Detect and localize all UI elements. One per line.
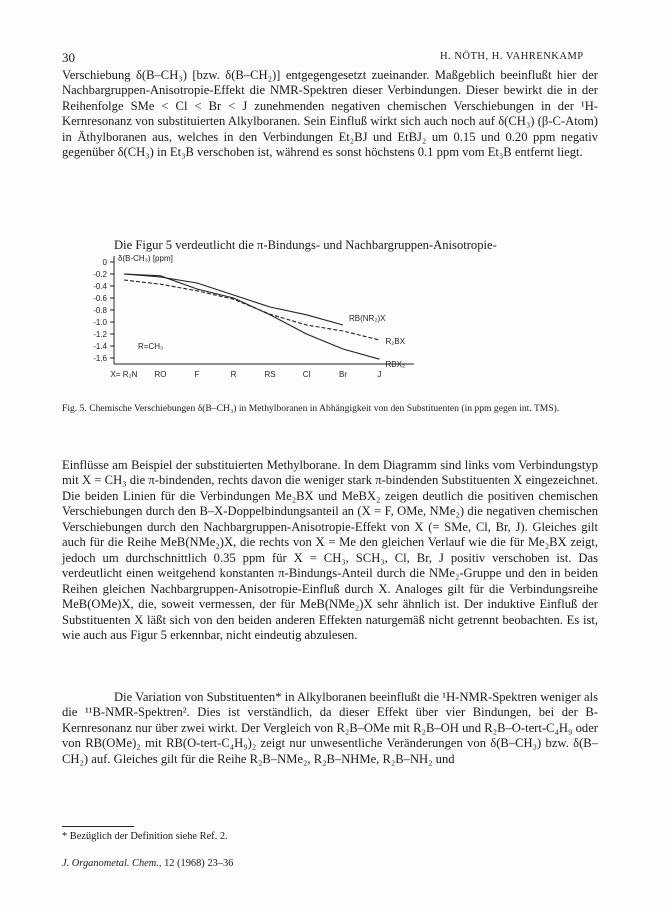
x-tick-label: Br (339, 370, 347, 379)
chart-annotation: R=CH₃ (138, 342, 164, 351)
x-tick-label: Cl (302, 370, 311, 379)
x-tick-label: RS (264, 370, 276, 379)
figure-caption: Fig. 5. Chemische Verschiebungen δ(B–CH₃) in Methylboranen in Abhängigkeit von den Substituenten (in ppm gegen int. TMS). (62, 403, 560, 414)
y-tick-label: -1.0 (93, 318, 107, 327)
series-label-2: R₂BX (385, 337, 406, 346)
paragraph-1: Verschiebung δ(B–CH₃) [bzw. δ(B–CH₂)] entgegengesetzt zueinander. Maßgeblich beeinflußt hier der Nachbargruppen-Anisotropie-Effekt die NMR-Spektren dieser Verbindungen. Dieser bewirkt die in der Reihenfolge SMe < Cl < Br < J zunehmenden negativen chemischen Verschiebungen in der ¹H-Kernresonanz von substituierten Alkylboranen. Sein Einfluß wirkt sich auch noch auf δ(CH₃) (β-C-Atom) in Äthylboranen aus, welches in den Verbindungen Et₂BJ und EtBJ₂ um 0.15 und 0.20 ppm negativ gegenüber δ(CH₃) in Et₃B verschoben ist, während es sonst höchstens 0.1 ppm vom Et₃B entfernt liegt. (62, 68, 598, 160)
y-tick-label: -1.2 (93, 330, 107, 339)
running-header-authors: H. NÖTH, H. VAHRENKAMP (440, 51, 584, 62)
x-tick-label: X= R₂N (110, 370, 138, 379)
y-tick-label: -1.6 (93, 354, 107, 363)
y-tick-label: -0.6 (93, 294, 107, 303)
x-tick-label: RO (154, 370, 167, 379)
figure-5 (62, 252, 598, 416)
journal-name: J. Organometal. Chem., (62, 858, 162, 869)
x-tick-label: J (377, 370, 382, 379)
x-tick-label: R (230, 370, 237, 379)
y-tick-label: -0.4 (93, 282, 107, 291)
paragraph-2: Die Figur 5 verdeutlicht die π-Bindungs- und Nachbargruppen-Anisotropie- (114, 238, 497, 252)
footnote: * Bezüglich der Definition siehe Ref. 2. (62, 831, 228, 842)
journal-volume: 12 (1968) 23–36 (161, 858, 234, 869)
y-tick-label: 0 (102, 258, 107, 267)
paragraph-3: Einflüsse am Beispiel der substituierten Methylborane. In dem Diagramm sind links vom Verbindungstyp mit X = CH₃ die π-bindenden, rechts davon die weniger stark π-bindenden Substituenten X eingezeichnet. Die beiden Linien für die Verbindungen Me₂BX und MeBX₂ zeigen deutlich die positiven chemischen Verschiebungen durch den B–X-Doppelbindungsanteil an (X = F, OMe, NMe₂) die negativen chemischen Verschiebungen durch den Nachbargruppen-Anisotropie-Effekt von X (= SMe, Cl, Br, J). Gleiches gilt auch für die Reihe MeB(NMe₂)X, die rechts von X = Me den gleichen Verlauf wie die für Me₂BX zeigt, jedoch um durchschnittlich 0.35 ppm für X = CH₃, SCH₃, Cl, Br, J positiv verschoben ist. Das verdeutlicht einen weitgehend konstanten π-Bindungs-Anteil durch die NMe₂-Gruppe und den in beiden Reihen gleichen Nachbargruppen-Anisotropie-Einfluß durch X. Analoges gilt für die Verbindungsreihe MeB(OMe)X, die, soweit vermessen, der für MeB(NMe₂)X sehr ähnlich ist. Der induktive Einfluß der Substituenten X läßt sich von den beiden anderen Effekten naturgemäß nicht getrennt beobachten. Es ist, wie auch aus Figur 5 erkennbar, nicht eindeutig abzulesen. (62, 458, 598, 642)
series-label-3: RBX₂ (385, 360, 406, 370)
y-tick-label: -0.2 (93, 270, 107, 279)
chart-svg (62, 252, 598, 402)
footnote-rule (62, 826, 134, 827)
series-line-2 (124, 280, 380, 340)
page-number: 30 (62, 50, 75, 65)
x-tick-label: F (194, 370, 200, 379)
y-tick-label: -1.4 (93, 342, 107, 351)
journal-reference (62, 858, 233, 869)
series-label-1: RB(NR₂)X (349, 314, 386, 323)
paragraph-4: Die Variation von Substituenten* in Alkylboranen beeinflußt die ¹H-NMR-Spektren weniger als die ¹¹B-NMR-Spektren². Dies ist verständlich, da dieser Effekt über vier Bindungen, bei der B-Kernresonanz nur über zwei wirkt. Der Vergleich von R₂B–OMe mit R₂B–OH und R₂B–O-tert-C₄H₉ oder von RB(OMe)₂ mit RB(O-tert-C₄H₉)₂ zeigt nur unwesentliche Veränderungen von δ(B–CH₃) bzw. δ(B–CH₂) auf. Gleiches gilt für die Reihe R₂B–NMe₂, R₂B–NHMe, R₂B–NH₂ und (62, 690, 598, 766)
y-tick-label: -0.8 (93, 306, 107, 315)
y-axis-label: δ(B-CH₃) [ppm] (118, 254, 173, 263)
